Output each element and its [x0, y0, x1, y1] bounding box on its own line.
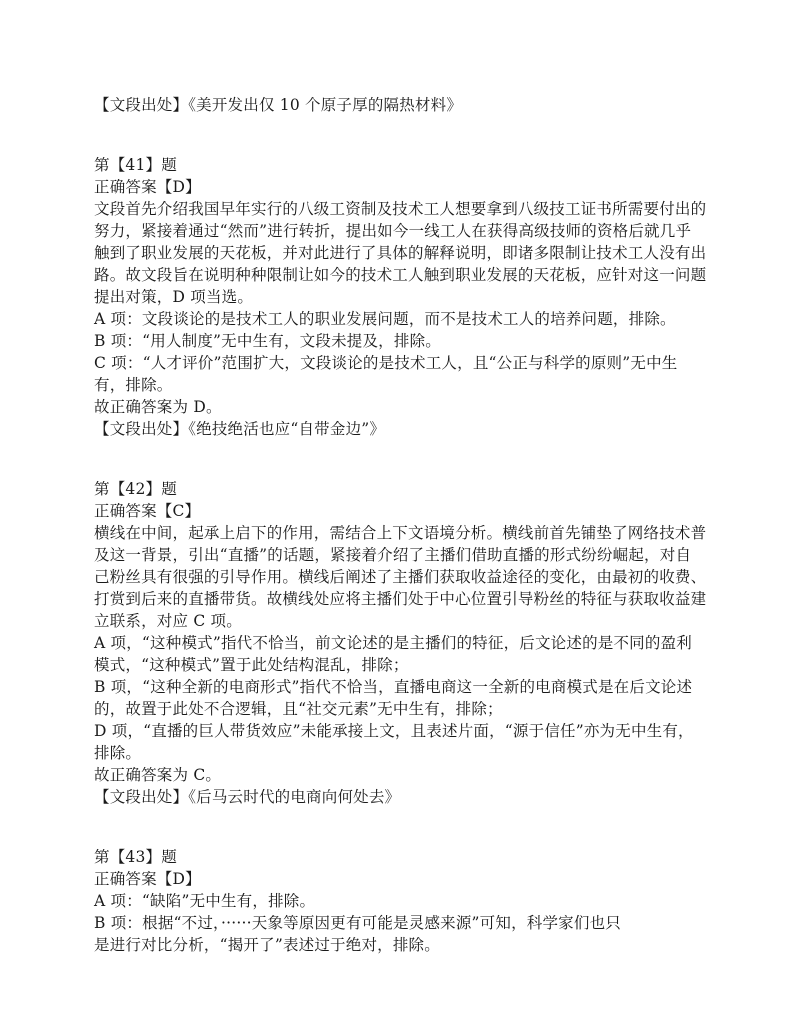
explanation-line: 路。故文段旨在说明种种限制让如今的技术工人触到职业发展的天花板，应针对这一问题	[94, 266, 707, 284]
option-d-analysis: 排除。	[94, 744, 142, 762]
option-a-analysis: A 项：文段谈论的是技术工人的职业发展问题，而不是技术工人的培养问题，排除。	[94, 310, 676, 328]
option-a-analysis: A 项：“缺陷”无中生有，排除。	[94, 892, 316, 910]
option-c-analysis: C 项：“人才评价”范围扩大，文段谈论的是技术工人，且“公正与科学的原则”无中生	[94, 354, 678, 372]
option-b-analysis: B 项：“用人制度”无中生有，文段未提及，排除。	[94, 332, 441, 350]
source-line-41: 【文段出处】《绝技绝活也应“自带金边”》	[94, 420, 386, 438]
option-a-analysis: 模式，“这种模式”置于此处结构混乱，排除；	[94, 656, 409, 674]
final-answer: 故正确答案为 C。	[94, 766, 222, 784]
explanation-line: 提出对策，D 项当选。	[94, 288, 254, 306]
explanation-line: 文段首先介绍我国早年实行的八级工资制及技术工人想要拿到八级技工证书所需要付出的	[94, 200, 707, 218]
explanation-line: 己粉丝具有很强的引导作用。横线后阐述了主播们获取收益途径的变化，由最初的收费、	[94, 568, 707, 586]
question-42-answer: 正确答案【C】	[94, 502, 201, 520]
explanation-line: 努力，紧接着通过“然而”进行转折，提出如今一线工人在获得高级技师的资格后就几乎	[94, 222, 692, 240]
explanation-line: 及这一背景，引出“直播”的话题，紧接着介绍了主播们借助直播的形式纷纷崛起，对自	[94, 546, 692, 564]
option-b-analysis: 是进行对比分析，“揭开了”表述过于绝对，排除。	[94, 936, 440, 954]
question-41-answer: 正确答案【D】	[94, 178, 201, 196]
question-42-heading: 第【42】题	[94, 480, 177, 498]
question-43-answer: 正确答案【D】	[94, 870, 201, 888]
question-43-heading: 第【43】题	[94, 848, 177, 866]
option-b-analysis: B 项，“这种全新的电商形式”指代不恰当，直播电商这一全新的电商模式是在后文论述	[94, 678, 693, 696]
source-line-42: 【文段出处】《后马云时代的电商向何处去》	[94, 788, 401, 806]
explanation-line: 立联系，对应 C 项。	[94, 612, 242, 630]
explanation-line: 横线在中间，起承上启下的作用，需结合上下文语境分析。横线前首先铺垫了网络技术普	[94, 524, 707, 542]
option-b-analysis: 的，故置于此处不合逻辑，且“社交元素”无中生有，排除；	[94, 700, 503, 718]
option-a-analysis: A 项，“这种模式”指代不恰当，前文论述的是主播们的特征，后文论述的是不同的盈利	[94, 634, 692, 652]
explanation-line: 打赏到后来的直播带货。故横线处应将主播们处于中心位置引导粉丝的特征与获取收益建	[94, 590, 707, 608]
option-d-analysis: D 项，“直播的巨人带货效应”未能承接上文，且表述片面，“源于信任”亦为无中生有，	[94, 722, 694, 740]
final-answer: 故正确答案为 D。	[94, 398, 222, 416]
explanation-line: 触到了职业发展的天花板，并对此进行了具体的解释说明，即诸多限制让技术工人没有出	[94, 244, 707, 262]
option-c-analysis: 有，排除。	[94, 376, 173, 394]
source-line-40: 【文段出处】《美开发出仅 10 个原子厚的隔热材料》	[94, 96, 463, 114]
question-41-heading: 第【41】题	[94, 156, 177, 174]
option-b-analysis: B 项：根据“不过，······天象等原因更有可能是灵感来源”可知，科学家们也只	[94, 914, 621, 932]
